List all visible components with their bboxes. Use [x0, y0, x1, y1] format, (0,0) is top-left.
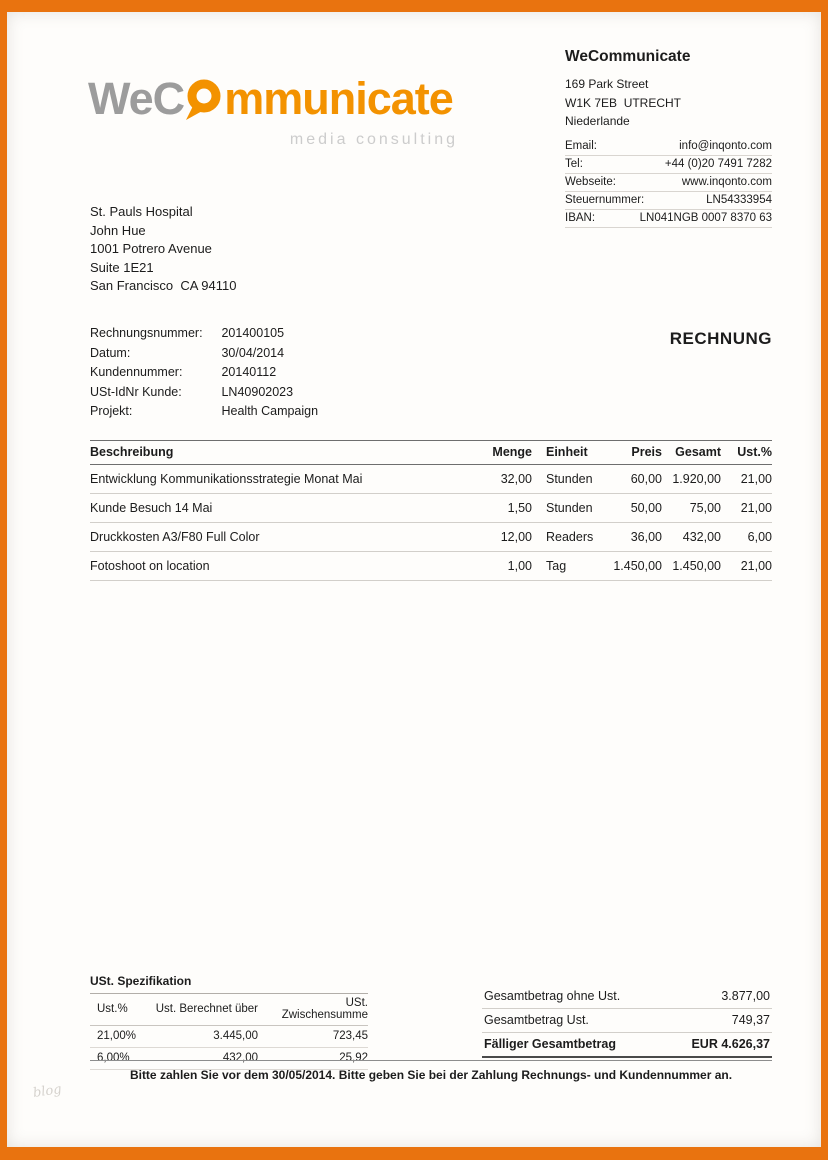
footer-divider [90, 1060, 772, 1061]
vat-rate: 21,00% [90, 1026, 152, 1048]
item-total: 432,00 [662, 523, 721, 552]
contact-value: +44 (0)20 7491 7282 [664, 157, 772, 170]
item-vat: 21,00 [721, 494, 772, 523]
item-price: 36,00 [592, 523, 662, 552]
item-quantity: 32,00 [474, 465, 532, 494]
vat-col-header-subtotal: USt. Zwischensumme [258, 994, 368, 1026]
contact-label: Webseite: [565, 175, 616, 188]
contact-row-email [565, 138, 772, 156]
item-description: Entwicklung Kommunikationsstrategie Monat Mai [90, 465, 474, 494]
table-row [90, 1026, 368, 1048]
meta-label: Rechnungsnummer: [90, 326, 203, 340]
meta-value: 20140112 [221, 365, 277, 379]
company-logo [88, 73, 458, 149]
document-title: RECHNUNG [669, 329, 772, 348]
item-unit: Tag [532, 552, 592, 581]
company-address-line: W1K 7EB UTRECHT [565, 95, 682, 110]
table-row [90, 552, 772, 581]
vat-base: 3.445,00 [152, 1026, 258, 1048]
item-unit: Stunden [532, 494, 592, 523]
meta-row-customer-number [90, 363, 318, 383]
totals-block [482, 985, 772, 1058]
item-description: Druckkosten A3/F80 Full Color [90, 523, 474, 552]
invoice-sheet [7, 12, 821, 1147]
vat-base: 432,00 [152, 1048, 258, 1070]
contact-label: Steuernummer: [565, 193, 645, 206]
meta-label: Kundennummer: [90, 365, 183, 379]
total-row-vat [482, 1009, 772, 1033]
contact-row-taxnumber [565, 192, 772, 210]
item-price: 60,00 [592, 465, 662, 494]
total-label: Gesamtbetrag Ust. [484, 1013, 589, 1027]
contact-label: Tel: [565, 157, 583, 170]
col-header-menge: Menge [474, 441, 532, 465]
contact-value: info@inqonto.com [679, 139, 772, 152]
meta-value: 201400105 [221, 326, 285, 340]
company-contact-table [565, 138, 772, 228]
vat-rate: 6,00% [90, 1048, 152, 1070]
total-row-net [482, 985, 772, 1009]
total-value: EUR 4.626,37 [691, 1037, 770, 1051]
meta-label: Datum: [90, 345, 131, 360]
col-header-einheit: Einheit [532, 441, 592, 465]
contact-value: LN54333954 [706, 193, 772, 206]
line-items-table [90, 440, 772, 581]
company-address [565, 75, 772, 131]
total-value: 3.877,00 [721, 989, 770, 1003]
watermark-text: blog [32, 1082, 63, 1101]
meta-value: Health Campaign [221, 404, 319, 418]
company-address-line: 169 Park Street [565, 77, 649, 91]
contact-value: www.inqonto.com [681, 175, 772, 188]
col-header-gesamt: Gesamt [662, 441, 721, 465]
speech-bubble-icon [185, 78, 223, 129]
item-total: 1.450,00 [662, 552, 721, 581]
col-header-ust: Ust.% [721, 441, 772, 465]
items-header-row [90, 441, 772, 465]
table-row [90, 1048, 368, 1070]
vat-table [90, 993, 368, 1070]
payment-note: Bitte zahlen Sie vor dem 30/05/2014. Bitte geben Sie bei der Zahlung Rechnungs- und Kundennummer an. [129, 1068, 733, 1082]
item-unit: Readers [532, 523, 592, 552]
contact-row-website [565, 174, 772, 192]
logo-tagline: media consulting [289, 131, 458, 148]
vat-title: USt. Spezifikation [90, 974, 192, 988]
contact-value: LN041NGB 0007 8370 63 [639, 211, 772, 224]
total-label: Gesamtbetrag ohne Ust. [484, 989, 621, 1003]
recipient-address [90, 203, 236, 296]
logo-wordmark [88, 73, 458, 129]
item-vat: 6,00 [721, 523, 772, 552]
vat-subtotal: 25,92 [258, 1048, 368, 1070]
item-vat: 21,00 [721, 465, 772, 494]
contact-label: IBAN: [565, 211, 596, 224]
meta-row-vat-id [90, 383, 318, 403]
logo-text-gray: WeC [88, 73, 185, 124]
recipient-line: San Francisco CA 94110 [90, 278, 237, 293]
vat-specification [90, 974, 368, 1070]
item-total: 75,00 [662, 494, 721, 523]
contact-row-tel [565, 156, 772, 174]
item-quantity: 12,00 [474, 523, 532, 552]
contact-label: Email: [565, 139, 597, 152]
col-header-preis: Preis [592, 441, 662, 465]
col-header-beschreibung: Beschreibung [90, 441, 474, 465]
meta-value: LN40902023 [221, 384, 294, 399]
meta-value: 30/04/2014 [221, 345, 285, 360]
recipient-line: Suite 1E21 [90, 259, 154, 275]
vat-col-header-base: Ust. Berechnet über [152, 994, 258, 1026]
item-quantity: 1,00 [474, 552, 532, 581]
company-name: WeCommunicate [565, 48, 691, 65]
logo-text-orange: mmunicate [224, 73, 453, 124]
item-total: 1.920,00 [662, 465, 721, 494]
total-label: Fälliger Gesamtbetrag [484, 1037, 616, 1051]
item-description: Kunde Besuch 14 Mai [90, 494, 474, 523]
meta-row-project [90, 402, 318, 422]
item-vat: 21,00 [721, 552, 772, 581]
table-row [90, 523, 772, 552]
vat-header-row [90, 994, 368, 1026]
table-row [90, 494, 772, 523]
company-address-line: Niederlande [565, 114, 630, 128]
table-row [90, 465, 772, 494]
total-row-due [482, 1033, 772, 1058]
company-info [565, 48, 772, 228]
meta-label: USt-IdNr Kunde: [90, 384, 182, 399]
meta-label: Projekt: [90, 404, 133, 418]
vat-subtotal: 723,45 [258, 1026, 368, 1048]
total-value: 749,37 [731, 1013, 770, 1027]
recipient-line: John Hue [90, 222, 146, 238]
item-price: 1.450,00 [592, 552, 662, 581]
item-unit: Stunden [532, 465, 592, 494]
item-price: 50,00 [592, 494, 662, 523]
item-description: Fotoshoot on location [90, 552, 474, 581]
item-quantity: 1,50 [474, 494, 532, 523]
vat-col-header-rate: Ust.% [90, 994, 152, 1026]
contact-row-iban [565, 210, 772, 228]
recipient-line: 1001 Potrero Avenue [90, 241, 212, 256]
recipient-line: St. Pauls Hospital [90, 204, 193, 219]
